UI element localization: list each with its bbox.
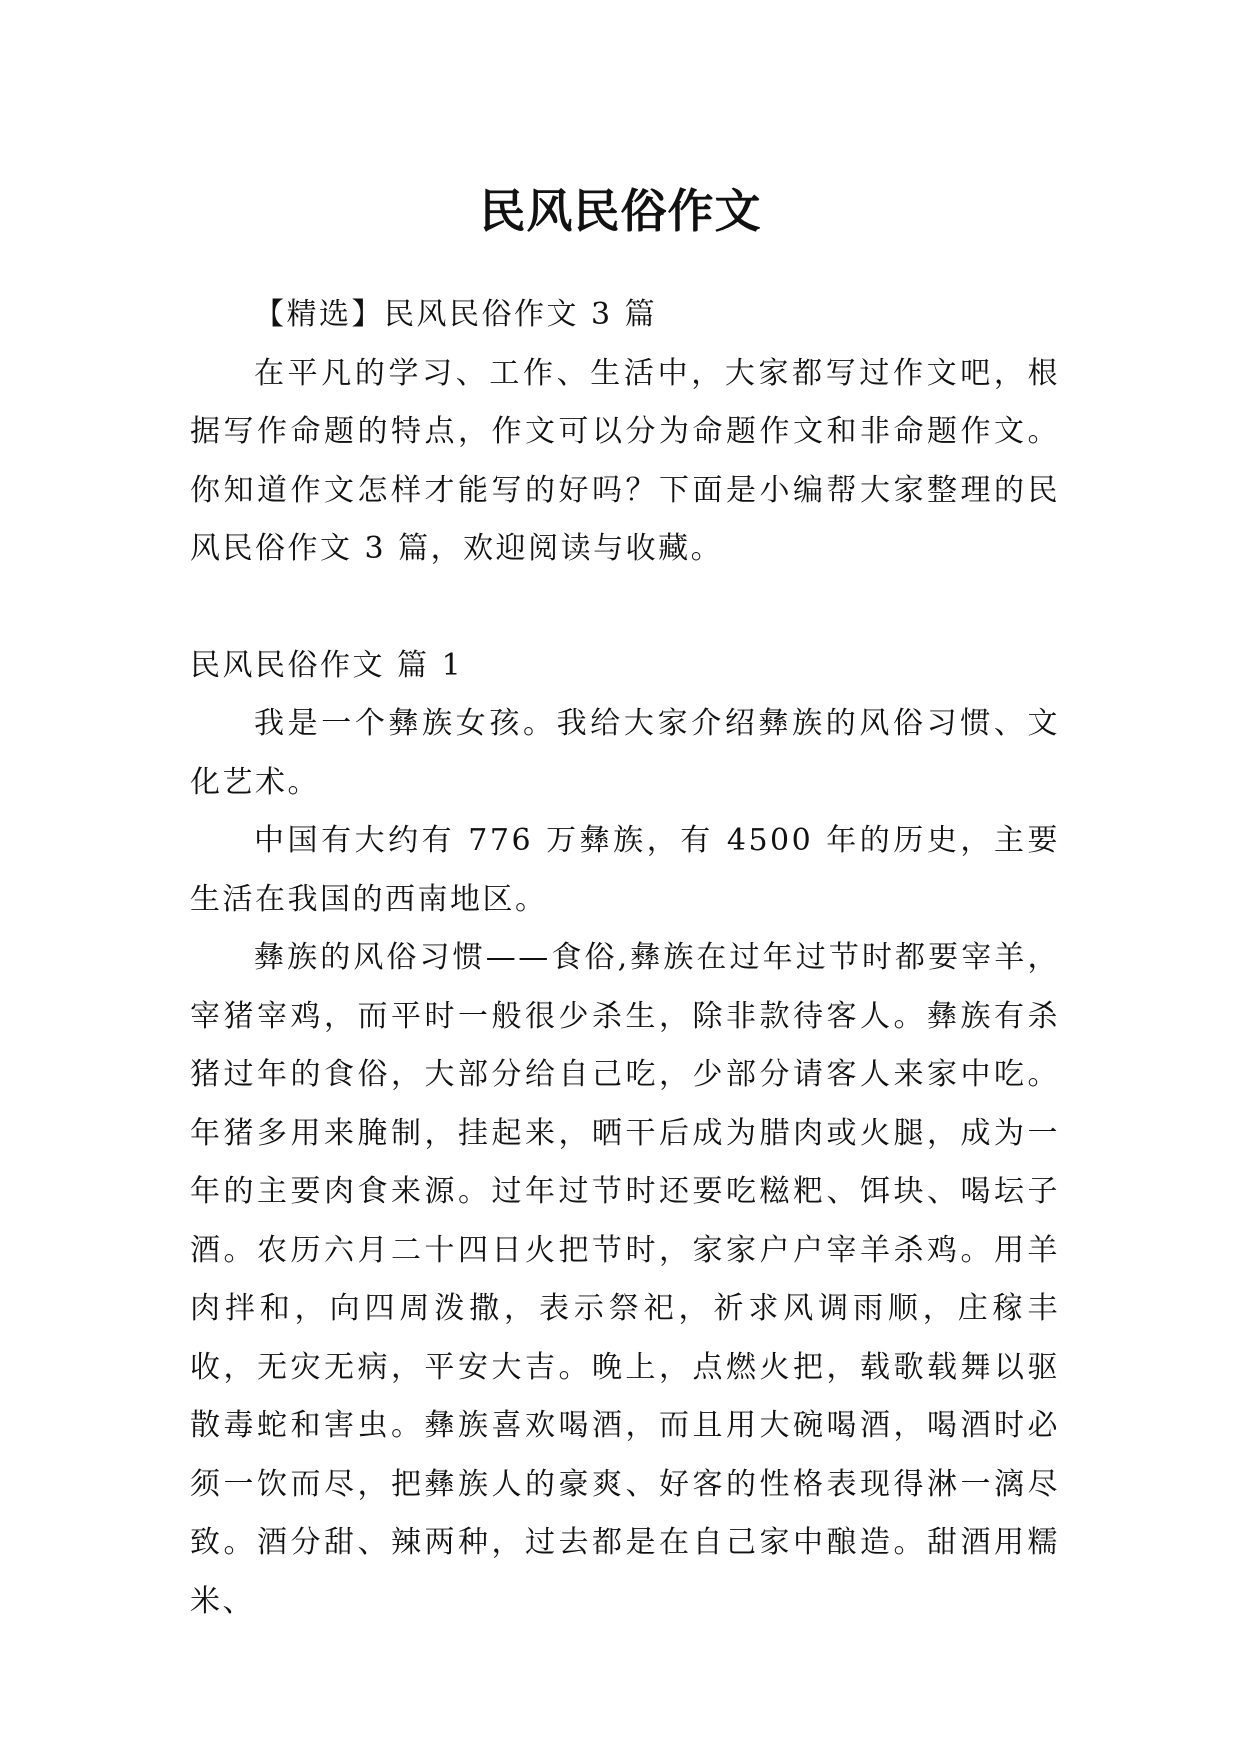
intro-paragraph: 在平凡的学习、工作、生活中，大家都写过作文吧，根据写作命题的特点，作文可以分为命题作文和非命题作文。你知道作文怎样才能写的好吗？下面是小编帮大家整理的民风民俗作文 3 篇，欢迎阅读与收藏。: [190, 355, 1060, 566]
document-body: [190, 286, 1060, 1631]
document-title: 民风民俗作文: [479, 183, 762, 238]
section-heading: 民风民俗作文 篇 1: [190, 647, 464, 683]
body-paragraph-2: 中国有大约有 776 万彝族，有 4500 年的历史，主要生活在我国的西南地区。: [190, 823, 1060, 917]
body-paragraph-3: 彝族的风俗习惯——食俗,彝族在过年过节时都要宰羊，宰猪宰鸡，而平时一般很少杀生，除非款待客人。彝族有杀猪过年的食俗，大部分给自己吃，少部分请客人来家中吃。年猪多用来腌制，挂起来，晒干后成为腊肉或火腿，成为一年的主要肉食来源。过年过节时还要吃糍粑、饵块、喝坛子酒。农历六月二十四日火把节时，家家户户宰羊杀鸡。用羊肉拌和，向四周泼撒，表示祭祀，祈求风调雨顺，庄稼丰收，无灾无病，平安大吉。晚上，点燃火把，载歌载舞以驱散毒蛇和害虫。彝族喜欢喝酒，而且用大碗喝酒，喝酒时必须一饮而尽，把彝族人的豪爽、好客的性格表现得淋一漓尽致。酒分甜、辣两种，过去都是在自己家中酿造。甜酒用糯米、: [190, 940, 1060, 1619]
body-paragraph-1: 我是一个彝族女孩。我给大家介绍彝族的风俗习惯、文化艺术。: [190, 706, 1060, 800]
intro-heading: 【精选】民风民俗作文 3 篇: [254, 297, 658, 332]
